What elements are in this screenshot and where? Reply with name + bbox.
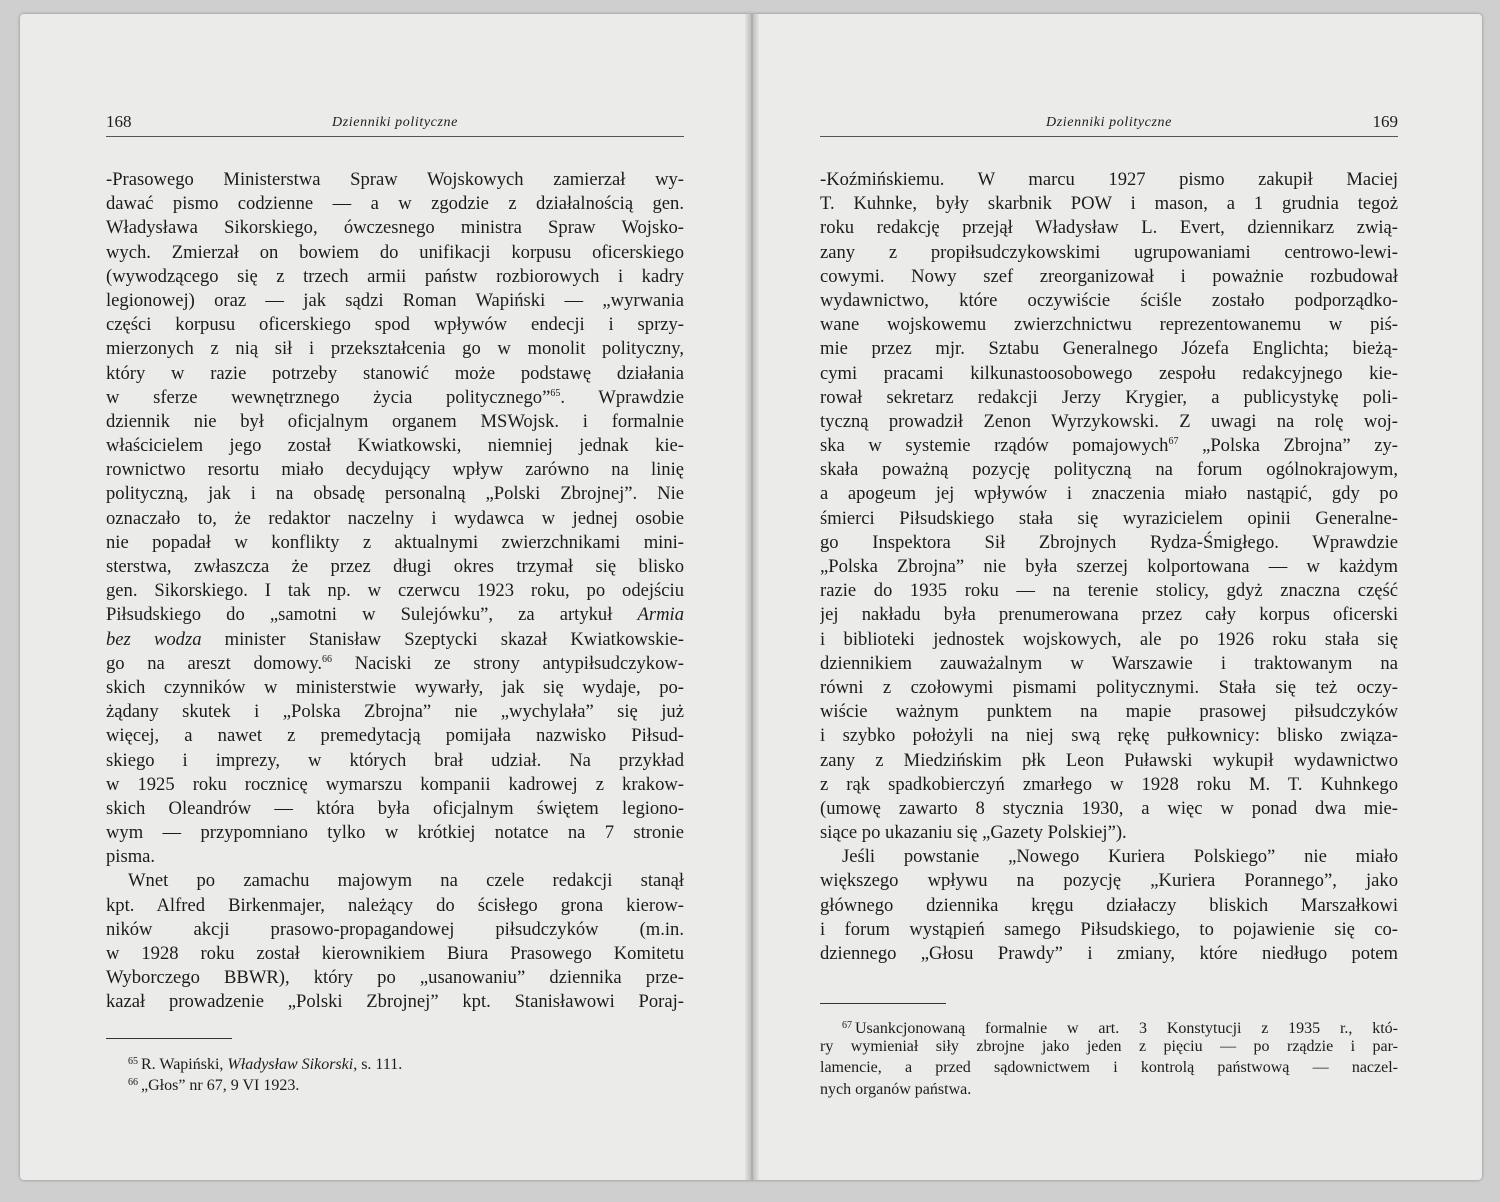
text-line: (umowę zawarto 8 stycznia 1930, a więc w ponad dwa mie- xyxy=(820,797,1398,819)
text-line: skich Oleandrów — która była oficjalnym świętem legiono- xyxy=(106,797,684,819)
text-line: większego wpływu na pozycję „Kuriera Porannego”, jako xyxy=(820,870,1398,892)
text-line: siące po ukazaniu się „Gazety Polskiej”). xyxy=(820,822,1127,844)
book-gutter xyxy=(745,14,759,1180)
text-line xyxy=(106,628,684,652)
text-line: Wyborczego BBWR), który po „usanowaniu” dziennika prze- xyxy=(106,967,684,989)
running-title: Dziennikі polityczne xyxy=(332,115,458,130)
footnote-text: Usankcjonowaną formalnie w art. 3 Konstytucji z 1935 r., któ- xyxy=(855,1020,1398,1037)
text-line: i szybko położyli na niej swą rękę pułkownicy: blisko związa- xyxy=(820,725,1398,747)
text-line-with-footnote xyxy=(106,652,684,676)
text-line: a apogeum jej wpływów i znaczenia miało nastąpić, gdy po xyxy=(820,483,1398,505)
right-page-header xyxy=(820,112,1398,137)
footnote-line: ry wymieniał siły zbrojne jako jeden z pięciu — po rządzie i par- xyxy=(820,1038,1398,1056)
left-body-text xyxy=(106,168,684,1015)
text-line: oznaczało to, że redaktor naczelny i wydawca w jednej osobie xyxy=(106,507,684,529)
text-line: wane wojskowemu zwierzchnictwu reprezentowanemu w piś- xyxy=(820,314,1398,336)
text-fragment: go na areszt domowy. xyxy=(106,652,323,674)
italic-title: Armia xyxy=(637,604,684,626)
text-line: sterstwa, zwłaszcza że przez długi okres trzymał się blisko xyxy=(106,556,684,577)
text-line: go Inspektora Sił Zbrojnych Rydza-Śmigłego. Wprawdzie xyxy=(820,531,1398,553)
footnote-ref[interactable]: 65 xyxy=(550,387,561,399)
text-line-with-footnote xyxy=(820,434,1398,458)
text-line: zany z Miedzińskim płk Leon Puławski wykupił wydawnictwo xyxy=(820,749,1398,771)
footnote-ref[interactable]: 66 xyxy=(322,653,333,665)
footnote xyxy=(106,1051,684,1072)
text-line: tyczną prowadził Zenon Wyrzykowski. Z uwagi na rolę woj- xyxy=(820,410,1398,432)
right-page xyxy=(759,14,1482,1180)
footnote-text: , s. 111. xyxy=(353,1056,403,1073)
text-line: legionowej) oraz — jak sądzi Roman Wapiński — „wyrwania xyxy=(106,289,684,311)
text-line: kazał prowadzenie „Polski Zbrojnej” kpt. Stanisławowi Poraj- xyxy=(106,991,684,1013)
text-line: głównego dziennika kręgu działaczy bliskich Marszałkowi xyxy=(820,894,1398,916)
right-footnotes xyxy=(820,1015,1398,1100)
left-page-header xyxy=(106,112,684,137)
footnote xyxy=(820,1015,1398,1036)
footnote-mark: 66 xyxy=(128,1077,138,1089)
footnote-divider xyxy=(106,1038,232,1039)
text-fragment: minister Stanisław Szeptycki skazał Kwiatkowskie- xyxy=(224,628,684,650)
text-line: w 1925 roku rocznicę wymarszu kompanii kadrowej z krakow- xyxy=(106,773,684,795)
text-line: z rąk spadkobierczyń zmarłego w 1928 roku M. T. Kuhnkego xyxy=(820,773,1398,795)
text-fragment: Naciski ze strony antypiłsudczykow- xyxy=(332,652,684,674)
text-line: dziennego „Głosu Prawdy” i zmiany, które niedługo potem xyxy=(820,943,1398,964)
text-fragment: „Polska Zbrojna” zy- xyxy=(1178,435,1398,457)
text-fragment: w sferze wewnętrznego życia politycznego” xyxy=(106,386,551,408)
text-line: cowymi. Nowy szef zreorganizował i poważnie rozbudował xyxy=(820,265,1398,287)
running-title: Dzienniki polityczne xyxy=(1046,115,1172,130)
text-line: kpt. Alfred Birkenmajer, należący do ścisłego grona kierow- xyxy=(106,894,684,916)
text-line: -Koźmińskiemu. W marcu 1927 pismo zakupił Maciej xyxy=(820,169,1398,190)
text-line: nie popadał w konflikty z aktualnymi zwierzchnikami mini- xyxy=(106,531,684,553)
text-line: Władysława Sikorskiego, ówczesnego ministra Spraw Wojsko- xyxy=(106,217,684,239)
text-line: rownictwo resortu miało decydujący wpływ zarówno na linię xyxy=(106,459,684,481)
text-line: wych. Zmierzał on bowiem do unifikacji korpusu oficerskiego xyxy=(106,241,684,263)
text-line: części korpusu oficerskiego spod wpływów endecji i sprzy- xyxy=(106,314,684,336)
text-line: (wywodzącego się z trzech armii państw rozbiorowych i kadry xyxy=(106,265,684,287)
left-footnotes xyxy=(106,1051,684,1093)
footnote-mark: 67 xyxy=(842,1020,852,1031)
footnote-divider xyxy=(820,1003,946,1004)
footnote xyxy=(106,1072,684,1093)
text-line: skich czynników w ministerstwie wywarły, jak się wydaje, po- xyxy=(106,676,684,698)
text-line: mie przez mjr. Sztabu Generalnego Józefa Englichta; bieżą- xyxy=(820,338,1398,360)
text-line: śmierci Piłsudskiego stała się wyrazicielem opinii Generalne- xyxy=(820,507,1398,529)
text-line-with-footnote xyxy=(106,386,684,410)
footnote-italic: Władysław Sikorski xyxy=(227,1056,354,1073)
text-line: ników akcji prasowo-propagandowej piłsudczyków (m.in. xyxy=(106,918,684,940)
footnote-text: „Głos” nr 67, 9 VI 1923. xyxy=(141,1077,300,1095)
text-line: dawać pismo codzienne — a w zgodzie z działalnością gen. xyxy=(106,193,684,215)
text-line: dziennikiem zauważalnym w Warszawie i traktowanym na xyxy=(820,652,1398,674)
text-line: żądany skutek i „Polska Zbrojna” nie „wychylała” się już xyxy=(106,701,684,723)
text-line: dziennik nie był oficjalnym organem MSWojsk. i formalnie xyxy=(106,410,684,432)
text-line: i forum wystąpień samego Piłsudskiego, to pojawienie się co- xyxy=(820,918,1398,940)
text-line: który w razie potrzeby stanowić może podstawę działania xyxy=(106,362,684,384)
book-spread xyxy=(20,14,1482,1180)
text-line: Jeśli powstanie „Nowego Kuriera Polskiego” nie miało xyxy=(842,846,1398,868)
text-line: i biblioteki jednostek wojskowych, ale po 1926 roku stała się xyxy=(820,628,1398,650)
footnote-ref[interactable]: 67 xyxy=(1168,435,1179,447)
text-line: pisma. xyxy=(106,846,156,868)
text-fragment: Piłsudskiego do „samotni w Sulejówku”, za artykuł xyxy=(106,604,613,626)
text-line: Wnet po zamachu majowym na czele redakcji stanął xyxy=(128,870,684,892)
text-line: więcej, a nawet z premedytacją pomijała nazwisko Piłsud- xyxy=(106,725,684,747)
text-fragment: ska w systemie rządów pomajowych xyxy=(820,435,1169,457)
footnote-text: R. Wapiński, xyxy=(141,1056,228,1073)
text-line: skała poważną pozycję polityczną na forum ogólnokrajowym, xyxy=(820,459,1398,481)
text-line: cymi pracami kilkunastoosobowego zespołu redakcyjnego kie- xyxy=(820,362,1398,384)
text-line: właścicielem jego został Kwiatkowski, niemniej jednak kie- xyxy=(106,435,684,457)
text-line: T. Kuhnke, były skarbnik POW i mason, a 1 grudnia tegoż xyxy=(820,193,1398,215)
text-line: równi z czołowymi pismami politycznymi. Stała się też oczy- xyxy=(820,676,1398,698)
text-line: wiście ważnym punktem na mapie prasowej piłsudczyków xyxy=(820,701,1398,723)
text-line: roku redakcję przejął Władysław L. Evert, dziennikarz zwią- xyxy=(820,217,1398,239)
italic-title: bez wodza xyxy=(106,628,202,650)
page-number: 168 xyxy=(106,112,132,131)
text-line: mierzonych z nią sił i przekształcenia go w monolit polityczny, xyxy=(106,338,684,360)
text-line: polityczną, jak i na obsadę personalną „Polski Zbrojnej”. Nie xyxy=(106,483,684,505)
text-line: wym — przypomniano tylko w krótkiej notatce na 7 stronie xyxy=(106,822,684,844)
text-line: zany z propiłsudczykowskimi ugrupowaniami centrowo-lewi- xyxy=(820,241,1398,263)
text-line xyxy=(106,603,684,627)
right-body-text xyxy=(820,168,1398,966)
text-line: wydawnictwo, które oczywiście ściśle zostało podporządko- xyxy=(820,289,1398,311)
text-fragment: . Wprawdzie xyxy=(560,386,684,408)
text-line: w 1928 roku został kierownikiem Biura Prasowego Komitetu xyxy=(106,943,684,964)
page-number: 169 xyxy=(1372,112,1398,131)
footnote-line: lamencie, a przed sądownictwem i kontrolą państwową — naczel- xyxy=(820,1059,1398,1077)
left-page xyxy=(20,14,745,1180)
text-line: skiego i imprezy, w których brał udział. Na przykład xyxy=(106,749,684,771)
text-line: razie do 1935 roku — na terenie stolicy, gdyż znaczna część xyxy=(820,580,1398,602)
footnote-mark: 65 xyxy=(128,1056,138,1067)
footnote-line: nych organów państwa. xyxy=(820,1080,972,1098)
text-line: rował sekretarz redakcji Jerzy Krygier, a publicystykę poli- xyxy=(820,386,1398,408)
text-line: „Polska Zbrojna” nie była szerzej kolportowana — w każdym xyxy=(820,556,1398,577)
text-line: jej nakładu była prenumerowana przez cały korpus oficerski xyxy=(820,604,1398,626)
text-line: -Prasowego Ministerstwa Spraw Wojskowych zamierzał wy- xyxy=(106,169,684,190)
text-line: gen. Sikorskiego. I tak np. w czerwcu 1923 roku, po odejściu xyxy=(106,580,684,602)
